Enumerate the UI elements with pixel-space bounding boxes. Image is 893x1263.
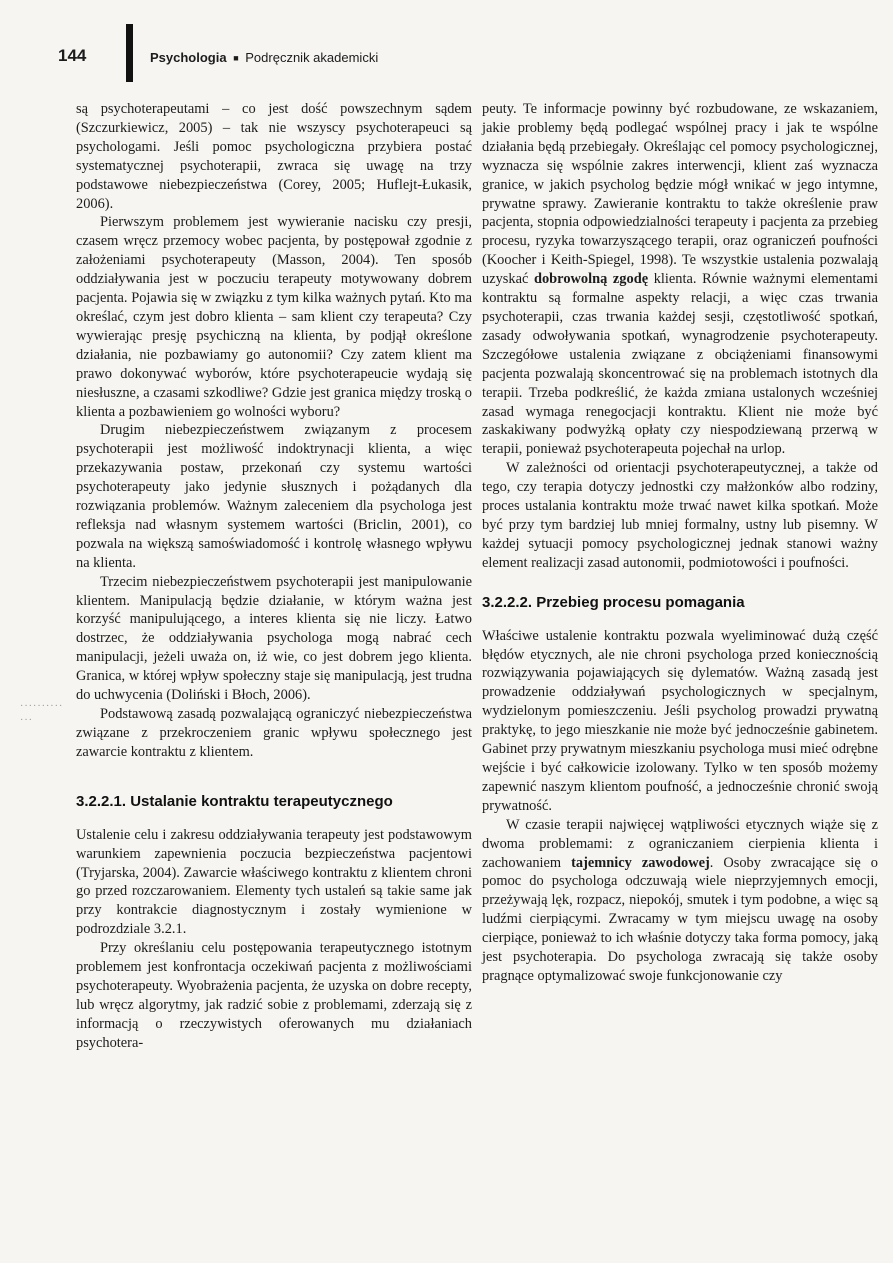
paragraph: są psychoterapeutami – co jest dość powszechnym sądem (Szczurkiewicz, 2005) – tak nie wszyscy psychoterapeuci są psychologami. Jeśli pomoc psychologiczna przybiera postać systematycznej psychoterapii, zwraca się uwagę na trzy podstawowe niebezpieczeństwa (Corey, 2005; Huflejt-Łukasik, 2006).: [76, 101, 472, 212]
header-bar: [126, 24, 133, 82]
paragraph: Drugim niebezpieczeństwem związanym z procesem psychoterapii jest możliwość indoktrynacji klienta, a więc przekazywania postaw, przekonań czy systemu wartości psychoterapeuty jako jedynie słusznych i pożądanych dla rozwiązania problemów. Ważnym zaleceniem dla psychologa jest refleksja nad własnym systemem wartości (Briclin, 2001), co pozwala na większą samoświadomość i kontrolę własnego wpływu na klienta.: [76, 422, 472, 571]
paragraph: Ustalenie celu i zakresu oddziaływania terapeuty jest podstawowym warunkiem zapewnienia poczucia bezpieczeństwa pacjentowi (Tryjarska, 2004). Zawarcie właściwego kontraktu z klientem chroni go przed rozczarowaniem. Elementy tych ustaleń są takie same jak przy kontrakcie diagnostycznym i zostały wymienione w podrozdziale 3.2.1.: [76, 826, 472, 938]
separator-square-icon: ■: [233, 53, 239, 63]
book-title: Psychologia: [150, 50, 227, 65]
bold-term: dobrowolną zgodę: [533, 271, 649, 288]
book-subtitle: Podręcznik akademicki: [245, 50, 379, 65]
section-heading: 3.2.2.1. Ustalanie kontraktu terapeutycznego: [76, 792, 393, 810]
paragraph: [482, 100, 878, 459]
paragraph: Właściwe ustalenie kontraktu pozwala wyeliminować dużą część błędów etycznych, ale nie chroni psychologa przed koniecznością rozwiązywania pojawiających się dylematów. Ważną zasadą jest prowadzenie oddziaływań psychologicznych w specjalnym, wydzielonym pomieszczeniu. Jeśli psycholog prowadzi prywatną praktykę, to jego mieszkanie nie może być jednocześnie gabinetem. Gabinet przy prywatnym mieszkaniu psychologa musi mieć odrębne wejście i być całkowicie izolowany. Tylko w ten sposób możemy zapewnić naszym klientom poufność, a jednocześnie chronić swoją prywatność.: [482, 627, 878, 814]
running-title: [150, 50, 378, 65]
page-header: [58, 22, 878, 82]
bold-term: tajemnicy zawodowej: [571, 854, 710, 871]
left-column: [76, 100, 472, 1053]
page-number: 144: [58, 46, 87, 65]
paragraph: [482, 816, 878, 986]
margin-dots: ·········· ···: [20, 701, 64, 726]
section-heading: 3.2.2.2. Przebieg procesu pomagania: [482, 593, 745, 611]
paragraph: Przy określaniu celu postępowania terapeutycznego istotnym problemem jest konfrontacja oczekiwań pacjenta z możliwościami psychoterapeuty. Wyobrażenia pacjenta, że uzyska on dobre recepty, lub wręcz algorytmy, jak radzić sobie z problemami, zderzają się z informacją o rzeczywistych oferowanych mu działaniach psychotera-: [76, 940, 472, 1051]
text-run: peuty. Te informacje powinny być rozbudowane, ze wskazaniem, jakie problemy będą podlegać wspólnej pracy i jak te wspólne działania będą przebiegały. Określając cel pomocy psychologicznej, wyznacza się wspólnie zakres interwencji, klient zaś wyznacza granice, w jakich psycholog będzie mógł wnikać w jego intymne, prywatne sprawy. Zawieranie kontraktu to także określenie praw pacjenta, stopnia odpowiedzialności terapeuty i pacjenta za przebieg procesu, ryzyka towarzyszącego terapii, oraz ograniczeń poufności (Koocher i Keith-Spiegel, 1998). Te wszystkie ustalenia pozwalają uzyskać: [482, 101, 878, 288]
text-run: . Osoby zwracające się o pomoc do psychologa odczuwają wiele nieprzyjemnych emocji, przeżywają lęk, rozpacz, niepokój, smutek i tym podobne, a więc są ludźmi cierpiącymi. Zwracamy w tym miejscu uwagę na osoby cierpiące, ponieważ to ich właśnie dotyczy taka forma pomocy, jaką jest psychoterapia. Do psychologa zwracają się także osoby pragnące optymalizować swoje funkcjonowanie czy: [482, 854, 878, 984]
right-column: [482, 100, 878, 986]
text-run: W czasie terapii najwięcej wątpliwości etycznych wiąże się z dwoma problemami: z ograniczaniem cierpienia klienta i zachowaniem: [482, 816, 878, 871]
paragraph: W zależności od orientacji psychoterapeutycznej, a także od tego, czy terapia dotyczy jednostki czy małżonków albo rodziny, proces ustalania kontraktu może trwać nawet kilka spotkań. Może być przy tym bardziej lub mniej formalny, ustny lub pisemny. W każdej sytuacji pomocy psychologicznej jednak stanowi ważny element realizacji zasad autonomii, podmiotowości i poufności.: [482, 460, 878, 571]
text-run: klienta. Równie ważnymi elementami kontraktu są formalne aspekty relacji, a więc czas trwania psychoterapii, czas trwania każdej sesji, częstotliwość spotkań, zasady odwoływania spotkań, wynagrodzenie psychoterapeuty. Szczegółowe ustalenia związane z obciążeniami finansowymi pacjenta pozwalają skoncentrować się na problemach istotnych dla terapii. Trzeba podkreślić, że każda zmiana ustalonych wcześniej zasad wymaga renegocjacji kontraktu. Klient nie może być zaskakiwany podwyżką opłaty czy niespodziewaną przerwą w terapii, ponieważ psychoterapeuta pojechał na urlop.: [482, 271, 878, 458]
paragraph: Pierwszym problemem jest wywieranie nacisku czy presji, czasem wręcz przemocy wobec pacjenta, by postępował zgodnie z założeniami psychoterapeuty (Masson, 2004). Ten sposób oddziaływania jest w poczuciu terapeuty motywowany dobrem pacjenta. Pojawia się w związku z tym kilka ważnych pytań. Kto ma określać, czym jest dobro klienta – sam klient czy terapeuta? Czy wywierając presję psychiczną na klienta, by podjął określone działania, nie pozbawiamy go autonomii? Czy zatem klient ma prawo dokonywać wyborów, które psychoterapeucie wydają się niesłuszne, a czasami szkodliwe? Gdzie jest granica między troską o klienta a pozbawieniem go wolności wyboru?: [76, 214, 472, 420]
paragraph: Trzecim niebezpieczeństwem psychoterapii jest manipulowanie klientem. Manipulacją będzie działanie, w którym ważna jest korzyść manipulującego, a interes klienta się nie liczy. Łatwo dostrzec, że oddziaływania psychologa mogą nabrać cech manipulacji, jeżeli uważa on, iż wie, co jest dobrem jego klienta. Granica, w której wpływ społeczny staje się manipulacją, jest trudna do uchwycenia (Doliński i Błoch, 2006).: [76, 573, 472, 704]
paragraph: Podstawową zasadą pozwalającą ograniczyć niebezpieczeństwa związane z przekroczeniem granic wpływu społecznego jest zawarcie kontraktu z klientem.: [76, 706, 472, 760]
